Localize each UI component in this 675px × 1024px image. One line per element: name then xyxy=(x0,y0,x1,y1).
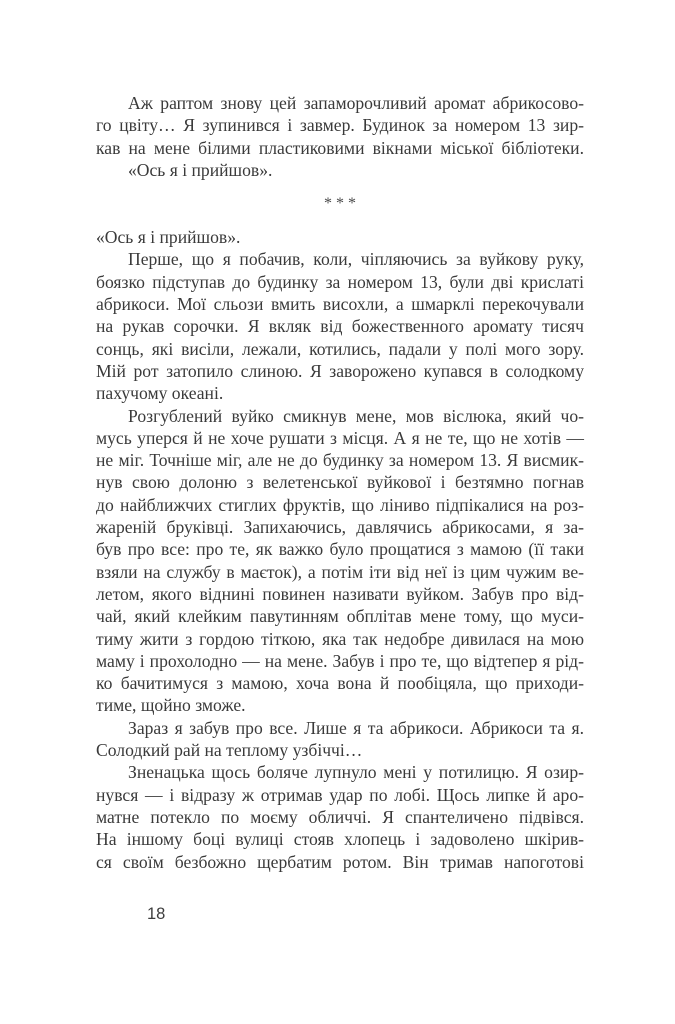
text-line: нувся — і відразу ж отримав удар по лобі. Щось липке й аро- xyxy=(96,784,584,805)
text-line: Зараз я забув про все. Лише я та абрикоси. Абрикоси та я. xyxy=(128,717,584,738)
text-line: жареній бруківці. Запихаючись, давлячись абрикосами, я за- xyxy=(96,517,584,538)
text-line: Мій рот затопило слиною. Я заворожено купався в солодкому xyxy=(96,360,584,381)
text-line: маму і прохолодно — на мене. Забув і про те, що відтепер я рід- xyxy=(96,650,584,671)
text-line: ко бачитимуся з мамою, хоча вона й пообіцяла, що приходи- xyxy=(96,673,584,694)
text-line: сонць, які висіли, лежали, котились, падали у полі мого зору. xyxy=(96,338,584,359)
text-line: летом, якого віднині повинен називати вуйком. Забув про від- xyxy=(96,583,584,604)
text-line: був про все: про те, як важко було прощатися з мамою (її таки xyxy=(96,539,584,560)
text-line: «Ось я і прийшов». xyxy=(128,159,273,180)
text-line: Розгублений вуйко смикнув мене, мов віслюка, який чо- xyxy=(128,405,584,426)
text-line: «Ось я і прийшов». xyxy=(96,227,241,248)
text-block xyxy=(96,92,584,873)
text-line: чай, який клейким павутинням обплітав мене тому, що муси- xyxy=(96,606,584,627)
text-line: нув свою долоню з велетенської вуйкової і безтямно погнав xyxy=(96,472,584,493)
text-line: Зненацька щось боляче лупнуло мені у потилицю. Я озир- xyxy=(128,762,584,783)
text-line: матне потекло по моєму обличчі. Я спантеличено підвівся. xyxy=(96,806,584,827)
text-line: кав на мене білими пластиковими вікнами міської бібліотеки. xyxy=(96,137,584,158)
page-number: 18 xyxy=(147,905,166,923)
text-line: на рукав сорочки. Я вкляк від божественного аромату тисяч xyxy=(96,316,584,337)
text-line: Солодкий рай на теплому узбіччі… xyxy=(96,740,363,761)
text-line: го цвіту… Я зупинився і завмер. Будинок за номером 13 зир- xyxy=(96,115,584,136)
text-line: Перше, що я побачив, коли, чіпляючись за вуйкову руку, xyxy=(128,249,584,270)
text-line: ся своїм безбожно щербатим ротом. Він тримав напоготові xyxy=(96,851,584,872)
text-line: взяли на службу в маєток), а потім іти від неї із цим чужим ве- xyxy=(96,561,584,582)
text-line: На іншому боці вулиці стояв хлопець і задоволено шкірив- xyxy=(96,829,584,850)
text-line: мусь уперся й не хоче рушати з місця. А я не те, що не хотів — xyxy=(96,427,584,448)
text-line: абрикоси. Мої сльози вмить висохли, а шмарклі перекочували xyxy=(96,294,584,315)
text-line: пахучому океані. xyxy=(96,383,224,404)
text-line: до найближчих стиглих фруктів, що ліниво підпікалися на роз- xyxy=(96,494,584,515)
section-separator: *** xyxy=(324,194,360,212)
text-line: тиму жити з гордою тіткою, яка так недобре дивилася на мою xyxy=(96,628,584,649)
text-line: не міг. Точніше міг, але не до будинку за номером 13. Я висмик- xyxy=(96,450,584,471)
text-line: тиме, щойно зможе. xyxy=(96,695,246,716)
text-line: Аж раптом знову цей запаморочливий аромат абрикосово- xyxy=(128,93,584,113)
text-line: боязко підступав до будинку за номером 13, були дві крислаті xyxy=(96,271,584,292)
